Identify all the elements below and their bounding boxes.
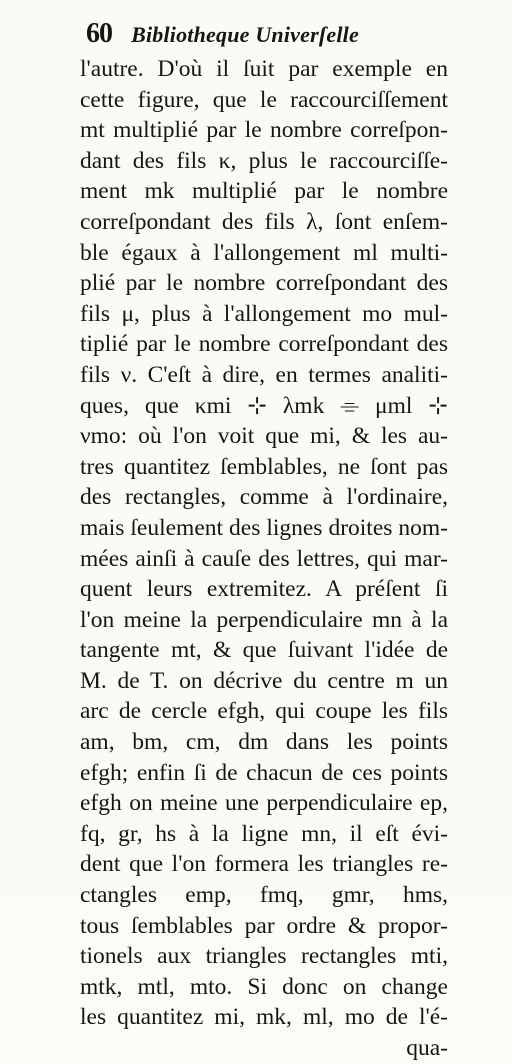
text-line: mais ſeulement des lignes droites nom- bbox=[80, 514, 448, 541]
text-line: ble égaux à l'allongement ml multi- bbox=[80, 239, 448, 266]
text-line: ques, que κmi ⊹ λmk ⌯ μml ⊹ bbox=[80, 392, 448, 419]
text-line: fils ν. C'eſt à dire, en termes analiti- bbox=[80, 361, 448, 388]
text-line: tiplié par le nombre correſpondant des bbox=[80, 331, 448, 358]
text-line: l'autre. D'où il ſuit par exemple en bbox=[80, 56, 448, 82]
text-line: arc de cercle efgh, qui coupe les fils bbox=[80, 698, 448, 725]
text-line: fils μ, plus à l'allongement mo mul- bbox=[80, 300, 448, 327]
text-line: tous ſemblables par ordre & propor- bbox=[80, 912, 448, 939]
text-line: ment mk multiplié par le nombre bbox=[80, 178, 448, 205]
text-line: l'on meine la perpendiculaire mn à la bbox=[80, 606, 448, 633]
text-line: efgh on meine une perpendiculaire ep, bbox=[80, 790, 448, 817]
text-line: tres quantitez ſemblables, ne ſont pas bbox=[80, 453, 448, 480]
text-line: plié par le nombre correſpondant des bbox=[80, 270, 448, 297]
text-line: mtk, mtl, mto. Si donc on change bbox=[80, 973, 448, 1000]
text-line: cette figure, que le raccourciſſement bbox=[80, 86, 448, 113]
text-line: ctangles emp, fmq, gmr, hms, bbox=[80, 882, 448, 909]
text-line: qua- bbox=[406, 1035, 448, 1061]
text-line: dant des fils κ, plus le raccourciſſe- bbox=[80, 147, 448, 174]
text-line: efgh; enfin ſi de chacun de ces points bbox=[80, 759, 448, 786]
text-line: νmo: où l'on voit que mi, & les au- bbox=[80, 423, 448, 450]
text-line: les quantitez mi, mk, ml, mo de l'é- bbox=[80, 1004, 448, 1031]
text-line: mt multiplié par le nombre correſpon- bbox=[80, 117, 448, 144]
page-number: 60 bbox=[86, 18, 112, 49]
text-line: tionels aux triangles rectangles mti, bbox=[80, 943, 448, 970]
text-line: tangente mt, & que ſuivant l'idée de bbox=[80, 637, 448, 664]
text-line: des rectangles, comme à l'ordinaire, bbox=[80, 484, 448, 511]
text-line: M. de T. on décrive du centre m un bbox=[80, 667, 448, 694]
text-line: correſpondant des fils λ, ſont enſem- bbox=[80, 208, 448, 235]
running-header bbox=[86, 18, 466, 48]
body-text bbox=[80, 54, 448, 1064]
text-line: quent leurs extremitez. A préſent ſi bbox=[80, 576, 448, 603]
text-line: am, bm, cm, dm dans les points bbox=[80, 729, 448, 756]
text-line: dent que l'on formera les triangles re- bbox=[80, 851, 448, 878]
text-line: fq, gr, hs à la ligne mn, il eſt évi- bbox=[80, 820, 448, 847]
running-title: Bibliotheque Univerſelle bbox=[131, 22, 359, 47]
text-line: mées ainſi à cauſe des lettres, qui mar- bbox=[80, 545, 448, 572]
